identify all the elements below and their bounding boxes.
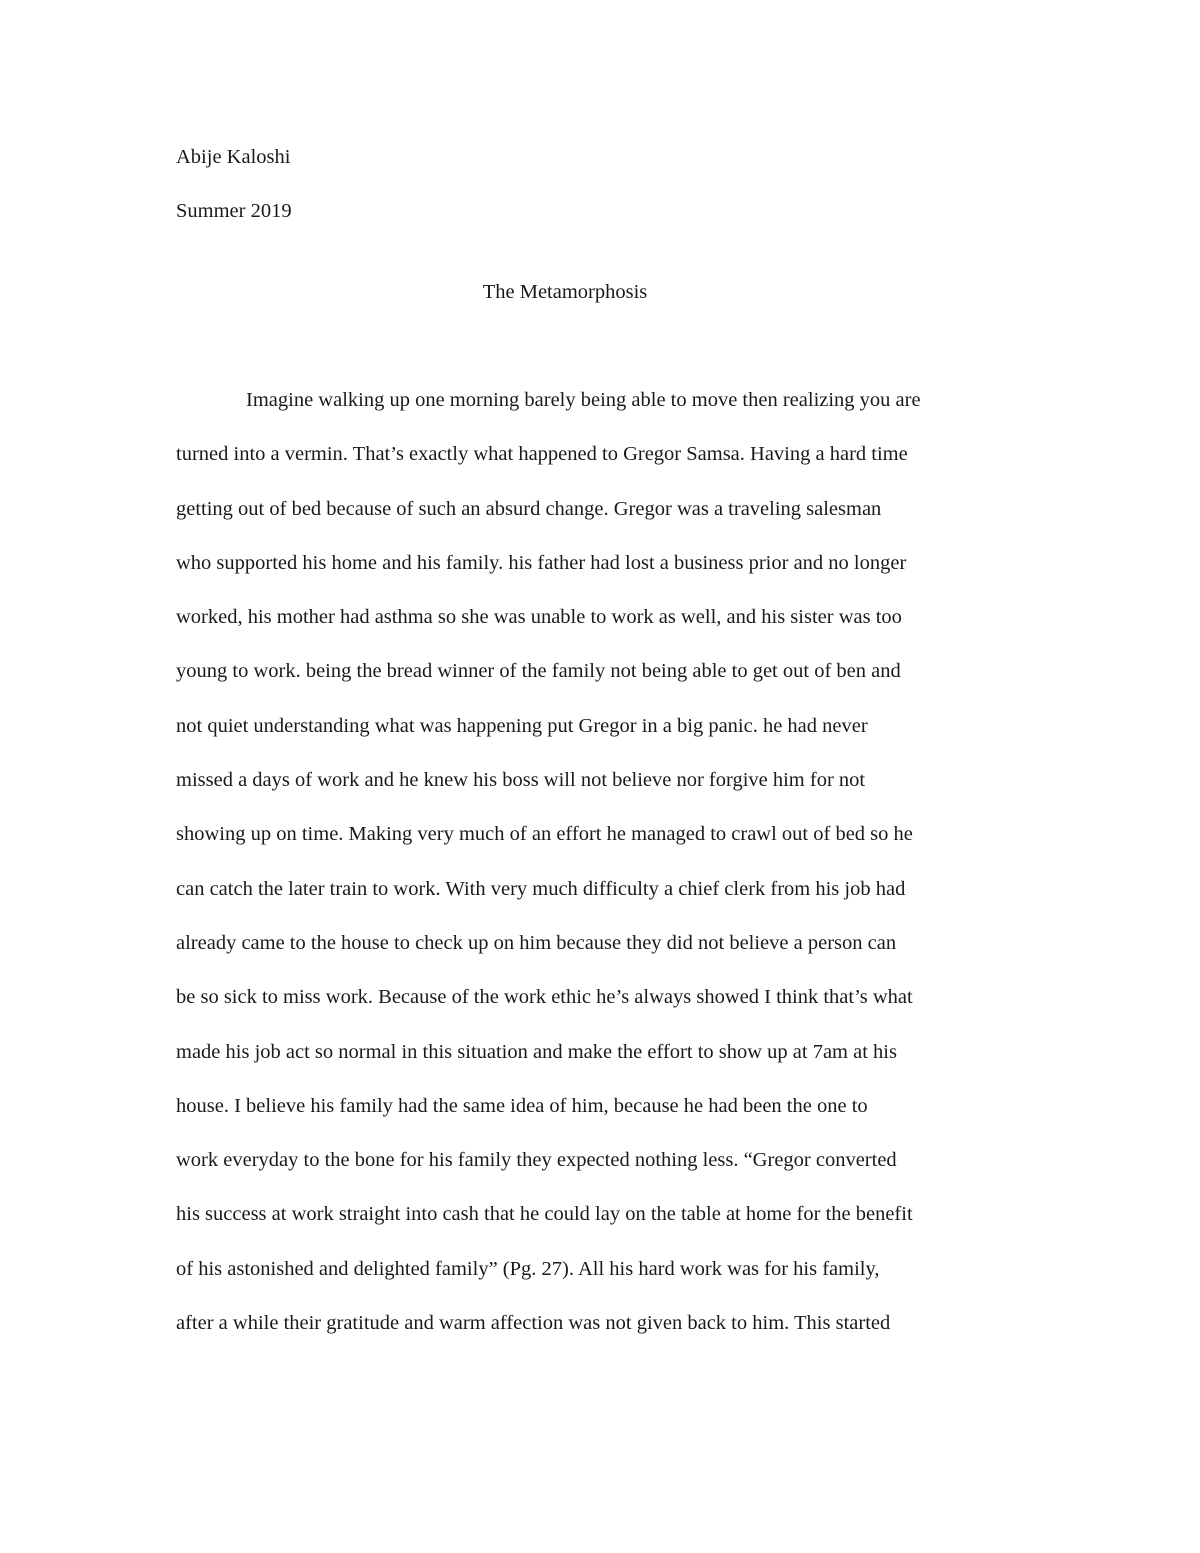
text-line: of his astonished and delighted family” (Pg. 27). All his hard work was for his family, [176,1257,880,1280]
text-line: can catch the later train to work. With very much difficulty a chief clerk from his job had [176,877,906,900]
text-line: already came to the house to check up on him because they did not believe a person can [176,931,897,954]
text-line: made his job act so normal in this situation and make the effort to show up at 7am at his [176,1040,897,1063]
text-line: house. I believe his family had the same idea of him, because he had been the one to [176,1094,868,1117]
text-line: be so sick to miss work. Because of the work ethic he’s always showed I think that’s what [176,986,913,1009]
essay-title: The Metamorphosis [482,281,648,303]
text-line: work everyday to the bone for his family they expected nothing less. “Gregor converted [176,1149,897,1172]
text-line: getting out of bed because of such an absurd change. Gregor was a traveling salesman [176,497,882,520]
text-line: worked, his mother had asthma so she was unable to work as well, and his sister was too [176,606,902,629]
essay-body [176,388,1036,1365]
text-line: turned into a vermin. That’s exactly what happened to Gregor Samsa. Having a hard time [176,443,908,466]
term-date: Summer 2019 [176,200,292,222]
text-line: young to work. being the bread winner of the family not being able to get out of ben and [176,660,901,683]
text-line: who supported his home and his family. his father had lost a business prior and no longer [176,551,907,574]
text-line: missed a days of work and he knew his boss will not believe nor forgive him for not [176,769,866,792]
text-line: not quiet understanding what was happening put Gregor in a big panic. he had never [176,714,868,737]
text-line: his success at work straight into cash that he could lay on the table at home for the benefit [176,1203,913,1226]
text-line: after a while their gratitude and warm affection was not given back to him. This started [176,1312,891,1335]
text-line: showing up on time. Making very much of an effort he managed to crawl out of bed so he [176,823,913,846]
author-name: Abije Kaloshi [176,146,291,168]
text-line: Imagine walking up one morning barely being able to move then realizing you are [246,389,921,411]
